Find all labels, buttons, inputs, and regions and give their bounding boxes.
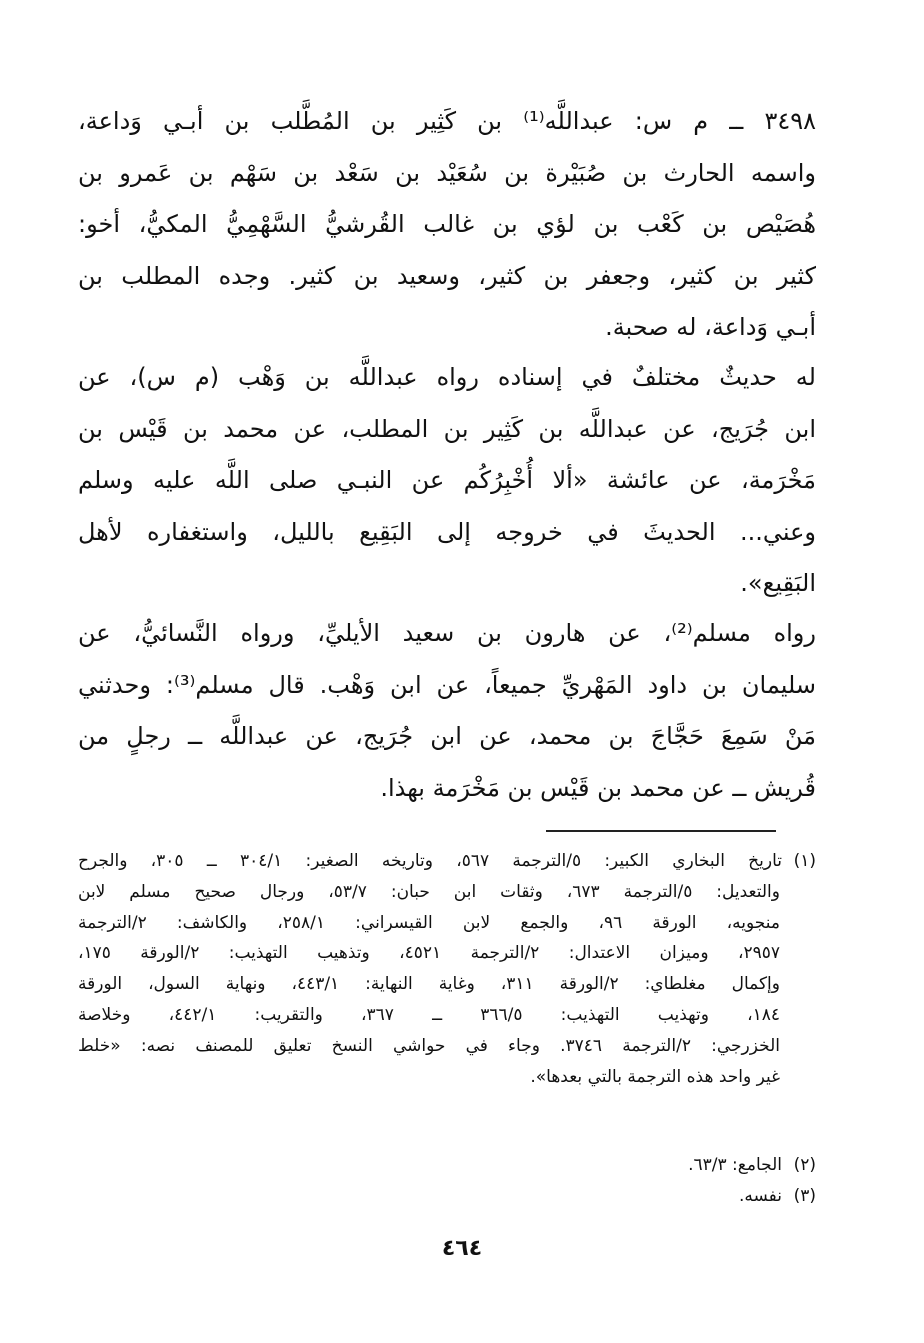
footnote-3-number: (٣): [793, 1186, 816, 1206]
footnote-separator: [546, 830, 776, 832]
page-number: ٤٦٤: [441, 1236, 483, 1261]
footnote-1-line-7: الخزرجي: ٢/الترجمة ٣٧٤٦. وجاء في حواشي النسخ تعليق للمصنف نصه: «خلط: [78, 1035, 780, 1056]
footnote-3: [739, 1181, 816, 1211]
hadith-line-4: وعني... الحديثَ في خروجه إلى البَقِيع بالليل، واستغفاره لأهل: [78, 517, 816, 546]
footnote-1-line-2: والتعديل: ٥/الترجمة ٦٧٣، وثقات ابن حبان: ٥٣/٧، ورجال صحيح مسلم لابن: [78, 881, 780, 902]
entry-line-1: ٣٤٩٨ ــ م س: عبداللَّه⁽¹⁾ بن كَثِير بن المُطَّلب بن أبـي وَداعة،: [78, 107, 816, 135]
entry-line-3: هُصَيْص بن كَعْب بن لؤي بن غالب القُرشيُّ السَّهْمِيُّ المكيُّ، أخو:: [78, 210, 816, 238]
footnote-1-line-3: منجويه، الورقة ٩٦، والجمع لابن القيسراني: ٢٥٨/١، والكاشف: ٢/الترجمة: [78, 912, 780, 933]
hadith-line-5: البَقِيع».: [740, 569, 816, 597]
footnote-2-text: الجامع: ٦٣/٣.: [688, 1155, 782, 1175]
footnote-1-line-1: [78, 846, 816, 877]
entry-line-5: أبـي وَداعة، له صحبة.: [605, 313, 816, 341]
footnote-1-line-5: وإكمال مغلطاي: ٢/الورقة ٣١١، وغاية النهاية: ٤٤٣/١، ونهاية السول، الورقة: [78, 974, 780, 995]
entry-line-4: كثير بن كثير، وجعفر بن كثير، وسعيد بن كثير. وجده المطلب بن: [78, 261, 816, 290]
footnote-1-line-8: غير واحد هذه الترجمة بالتي بعدها».: [530, 1066, 780, 1087]
narration-line-1: رواه مسلم⁽²⁾، عن هارون بن سعيد الأيليِّ، ورواه النَّسائيُّ، عن: [78, 619, 816, 647]
footnote-2: [688, 1150, 816, 1180]
footnote-1-text-1: تاريخ البخاري الكبير: ٥/الترجمة ٥٦٧، وتاريخه الصغير: ٣٠٤/١ ــ ٣٠٥، والجرح: [78, 851, 782, 871]
entry-line-2: واسمه الحارث بن صُبَيْرة بن سُعَيْد بن سَعْد بن سَهْم بن عَمرو بن: [78, 158, 816, 187]
narration-paragraph: [78, 608, 816, 814]
footnote-3-text: نفسه.: [738, 1186, 782, 1206]
footnote-2-number: (٢): [793, 1155, 816, 1175]
footnote-1-line-4: ٢٩٥٧، وميزان الاعتدال: ٢/الترجمة ٤٥٢١، وتذهيب التهذيب: ٢/الورقة ١٧٥،: [78, 943, 780, 964]
biography-entry-paragraph: [78, 96, 816, 354]
narration-line-3: مَنْ سَمِعَ حَجَّاجَ بن محمد، عن ابن جُرَيج، عن عبداللَّه ــ رجلٍ من: [78, 722, 816, 750]
hadith-line-3: مَخْرَمة، عن عائشة «ألا أُخْبِرُكُم عن النبـي صلى اللَّه عليه وسلم: [78, 466, 816, 494]
narration-line-2: سليمان بن داود المَهْريِّ جميعاً، عن ابن وَهْب. قال مسلم⁽³⁾: وحدثني: [78, 670, 816, 699]
hadith-paragraph: [78, 352, 816, 610]
hadith-line-1: له حديثٌ مختلفٌ في إسناده رواه عبداللَّه بن وَهْب (م س)، عن: [78, 363, 816, 391]
footnote-1: [78, 846, 816, 1092]
narration-line-4: قُريش ــ عن محمد بن قَيْس بن مَخْرَمة بهذا.: [380, 773, 816, 802]
footnote-1-line-6: ١٨٤، وتهذيب التهذيب: ٣٦٦/٥ ــ ٣٦٧، والتقريب: ٤٤٢/١، وخلاصة: [78, 1004, 780, 1025]
hadith-line-2: ابن جُرَيج، عن عبداللَّه بن كَثِير بن المطلب، عن محمد بن قَيْس بن: [78, 414, 816, 443]
footnote-1-number: (١): [793, 851, 816, 871]
